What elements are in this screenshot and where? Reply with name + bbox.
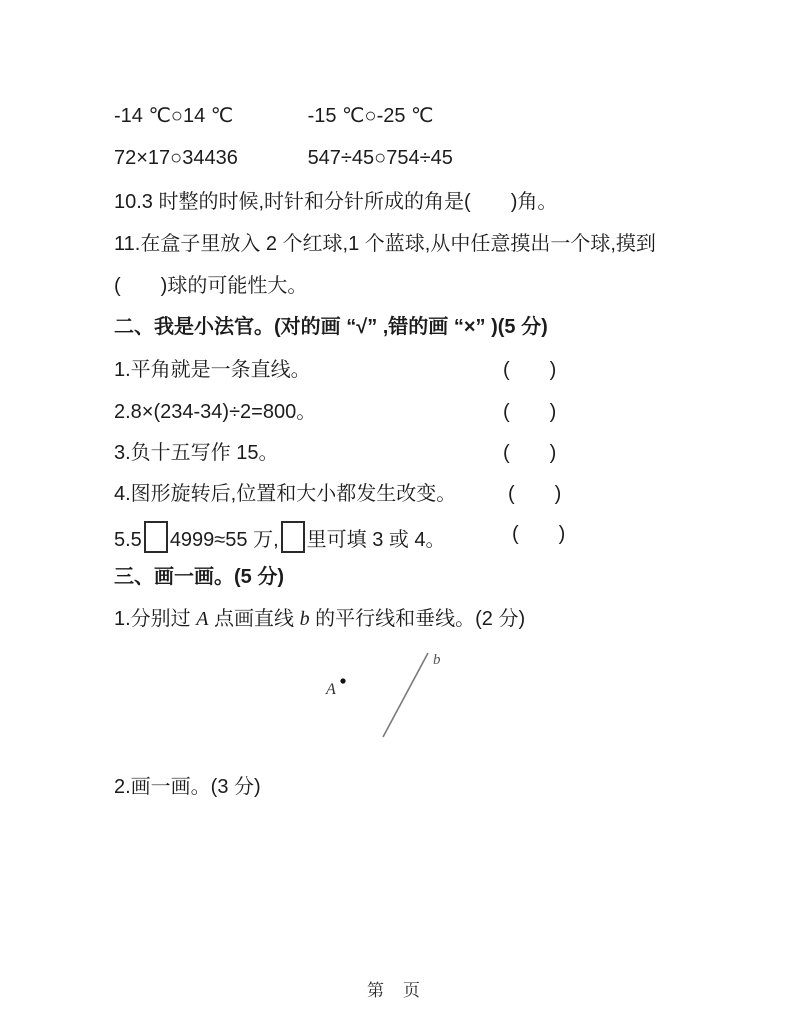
fill-in-box xyxy=(281,521,305,553)
answer-blank: ( ) xyxy=(503,359,557,381)
tf-item-text-post: 里可填 3 或 4。 xyxy=(306,529,446,551)
section-3-heading: 三、画一画。(5 分) xyxy=(114,566,284,588)
section-2-heading: 二、我是小法官。(对的画 “√” ,错的画 “×” )(5 分) xyxy=(114,316,548,338)
comparison-expression: 72×17○34436 xyxy=(114,147,238,169)
question-11-line-2: ( )球的可能性大。 xyxy=(114,275,308,297)
draw-item-text-pre: 1.分别过 xyxy=(114,608,197,630)
line-b xyxy=(383,653,428,737)
question-10: 10.3 时整的时候,时针和分针所成的角是( )角。 xyxy=(114,191,558,213)
comparison-row-1 xyxy=(114,103,434,130)
answer-blank: ( ) xyxy=(512,523,566,545)
comparison-expression: -15 ℃○-25 ℃ xyxy=(307,105,434,127)
tf-item-text: 2.8×(234-34)÷2=800。 xyxy=(114,401,317,423)
point-a-dot xyxy=(340,678,345,683)
tf-item-5 xyxy=(114,521,674,554)
tf-item-text-pre: 5.5 xyxy=(114,529,142,551)
tf-item-text: 1.平角就是一条直线。 xyxy=(114,359,311,381)
tf-item-1 xyxy=(114,357,674,384)
answer-blank: ( ) xyxy=(503,442,557,464)
tf-item-2 xyxy=(114,399,674,426)
variable-a: A xyxy=(196,608,209,630)
tf-item-text-mid: 4999≈55 万, xyxy=(169,529,279,551)
point-a-label: A xyxy=(326,681,336,698)
comparison-row-2 xyxy=(114,145,453,172)
geometry-diagram xyxy=(114,636,534,751)
line-b-label: b xyxy=(433,652,441,668)
draw-item-1 xyxy=(114,606,525,633)
fill-in-box xyxy=(144,521,168,553)
tf-item-3 xyxy=(114,440,674,467)
answer-blank: ( ) xyxy=(503,401,557,423)
comparison-expression: 547÷45○754÷45 xyxy=(307,147,453,169)
draw-item-text-post: 的平行线和垂线。(2 分) xyxy=(309,608,526,630)
comparison-expression: -14 ℃○14 ℃ xyxy=(114,105,234,127)
draw-item-text-mid: 点画直线 xyxy=(208,608,300,630)
tf-item-text: 4.图形旋转后,位置和大小都发生改变。 xyxy=(114,483,457,505)
answer-blank: ( ) xyxy=(508,483,562,505)
tf-item-4 xyxy=(114,481,674,508)
question-11-line-1: 11.在盒子里放入 2 个红球,1 个蓝球,从中任意摸出一个球,摸到 xyxy=(114,233,656,255)
tf-item-text: 3.负十五写作 15。 xyxy=(114,442,279,464)
page-footer: 第 页 xyxy=(367,981,421,1000)
variable-b: b xyxy=(299,608,310,630)
draw-item-2: 2.画一画。(3 分) xyxy=(114,776,261,798)
